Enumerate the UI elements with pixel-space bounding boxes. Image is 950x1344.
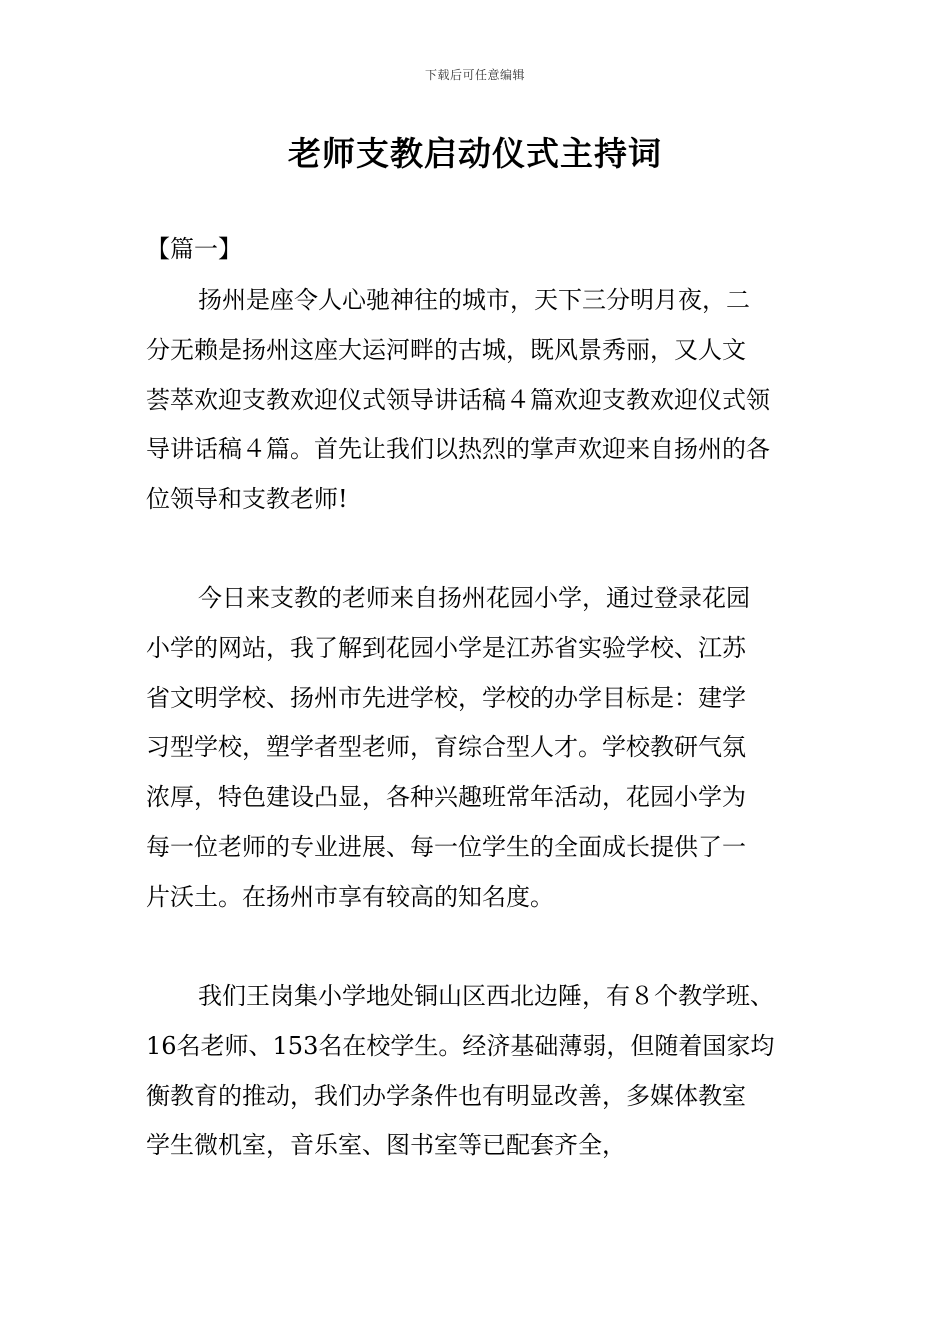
section-label: 【篇一】 <box>146 235 242 263</box>
paragraph-line: 小学的网站，我了解到花园小学是江苏省实验学校、江苏 <box>146 633 746 662</box>
paragraph-line: 省文明学校、扬州市先进学校，学校的办学目标是：建学 <box>146 683 746 712</box>
paragraph-line: 每一位老师的专业进展、每一位学生的全面成长提供了一 <box>146 832 746 861</box>
paragraph-line: 浓厚，特色建设凸显，各种兴趣班常年活动，花园小学为 <box>146 783 746 812</box>
paragraph-line: 衡教育的推动，我们办学条件也有明显改善，多媒体教室 <box>146 1081 746 1110</box>
paragraph-line: 片沃土。在扬州市享有较高的知名度。 <box>146 882 554 911</box>
paragraph-line: 我们王岗集小学地处铜山区西北边陲，有８个教学班、 <box>198 982 774 1010</box>
paragraph-line: 分无赖是扬州这座大运河畔的古城，既风景秀丽，又人文 <box>146 335 746 364</box>
paragraph-line: 学生微机室，音乐室、图书室等已配套齐全， <box>146 1131 626 1160</box>
paragraph-line: 扬州是座令人心驰神往的城市，天下三分明月夜，二 <box>198 286 750 314</box>
paragraph-line: 导讲话稿４篇。首先让我们以热烈的掌声欢迎来自扬州的各 <box>146 435 770 464</box>
paragraph-3 <box>146 972 836 1171</box>
paragraph-line: 16名老师、153名在校学生。经济基础薄弱，但随着国家均 <box>146 1031 775 1060</box>
document-title: 老师支教启动仪式主持词 <box>288 134 662 173</box>
paragraph-2 <box>146 574 836 923</box>
header-note: 下载后可任意编辑 <box>424 68 525 82</box>
paragraph-line: 今日来支教的老师来自扬州花园小学，通过登录花园 <box>198 584 750 612</box>
paragraph-line: 位领导和支教老师! <box>146 485 348 514</box>
paragraph-line: 习型学校，塑学者型老师，育综合型人才。学校教研气氛 <box>146 733 746 762</box>
paragraph-1 <box>146 276 836 525</box>
paragraph-line: 荟萃欢迎支教欢迎仪式领导讲话稿４篇欢迎支教欢迎仪式领 <box>146 385 770 414</box>
